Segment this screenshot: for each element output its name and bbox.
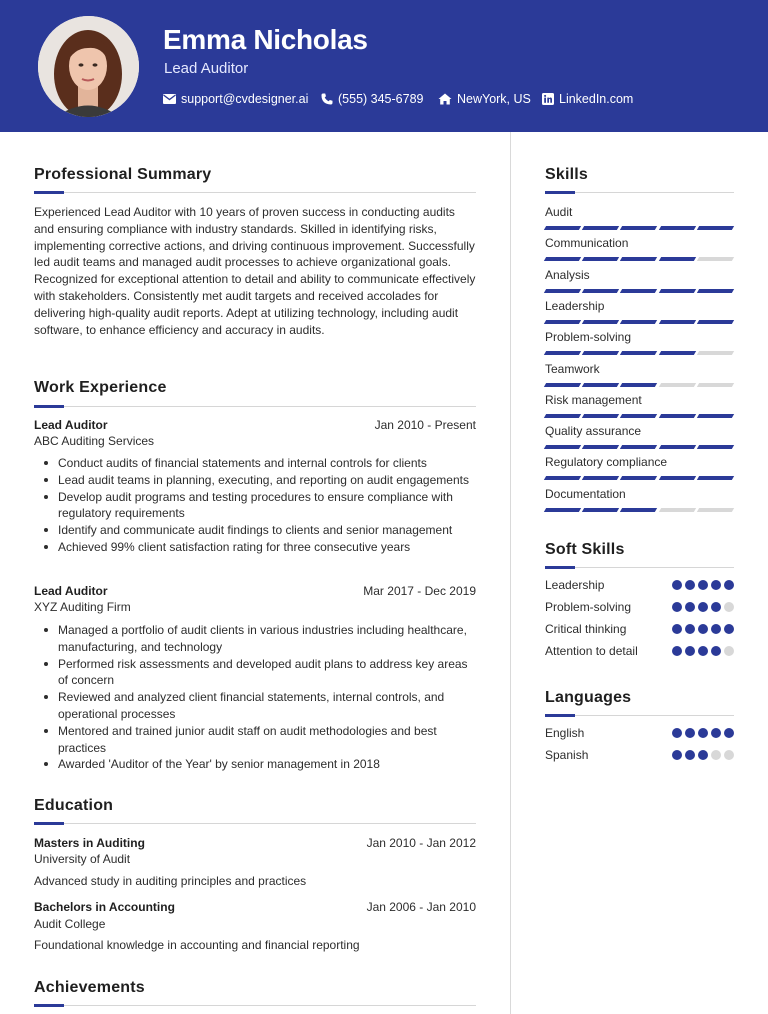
language-row: [545, 726, 734, 740]
job-bullet: Awarded 'Auditor of the Year' by senior management in 2018: [40, 756, 480, 773]
skill-level-segment: [544, 320, 582, 324]
rating-dot: [672, 624, 682, 634]
skill-level-segment: [658, 476, 696, 480]
job-bullet: Lead audit teams in planning, executing, and reporting on audit engagements: [40, 472, 480, 489]
languages-heading: Languages: [545, 689, 632, 706]
job-bullet: Achieved 99% client satisfaction rating for three consecutive years: [40, 539, 480, 556]
home-icon: [438, 93, 452, 105]
skill-level-segment: [582, 320, 620, 324]
skill-level-segment: [582, 383, 620, 387]
skill-level-segment: [582, 351, 620, 355]
soft-skill-rating: [672, 646, 734, 656]
degree-description: Advanced study in auditing principles and practices: [34, 874, 307, 888]
skill-name: Leadership: [545, 298, 605, 313]
skill-level-bar: [545, 289, 733, 293]
language-rating: [672, 750, 734, 760]
soft-skill-row: [545, 644, 734, 658]
soft-skills-heading: Soft Skills: [545, 541, 625, 558]
rating-dot: [698, 646, 708, 656]
skill-level-segment: [544, 351, 582, 355]
job-title: Lead Auditor: [34, 584, 108, 598]
skill-level-segment: [620, 351, 658, 355]
skill-level-segment: [697, 414, 735, 418]
rating-dot: [724, 602, 734, 612]
education-heading: Education: [34, 797, 114, 814]
degree-dates: Jan 2010 - Jan 2012: [366, 836, 476, 850]
skill-level-bar: [545, 508, 733, 512]
skill-name: Quality assurance: [545, 424, 642, 439]
envelope-icon: [163, 94, 176, 104]
skill-name: Teamwork: [545, 361, 600, 376]
skills-heading: Skills: [545, 166, 589, 183]
summary-heading: Professional Summary: [34, 166, 212, 183]
soft-skill-name: Leadership: [545, 578, 605, 592]
skill-level-segment: [620, 383, 658, 387]
skill-level-segment: [697, 508, 735, 512]
contact-email[interactable]: [163, 92, 308, 106]
contact-location: [438, 92, 531, 106]
skill-level-segment: [544, 414, 582, 418]
skill-name: Problem-solving: [545, 330, 632, 345]
contact-phone-text: (555) 345-6789: [338, 92, 424, 106]
skill-level-bar: [545, 445, 733, 449]
skill-level-segment: [697, 445, 735, 449]
skill-level-segment: [620, 508, 658, 512]
skill-level-segment: [697, 257, 735, 261]
job-title: Lead Auditor: [34, 418, 108, 432]
rating-dot: [711, 728, 721, 738]
skill-name: Documentation: [545, 486, 626, 501]
contact-email-text: support@cvdesigner.ai: [181, 92, 309, 106]
rating-dot: [685, 750, 695, 760]
skill-level-segment: [544, 257, 582, 261]
skill-level-segment: [620, 414, 658, 418]
skill-level-bar: [545, 383, 733, 387]
rating-dot: [724, 624, 734, 634]
rating-dot: [711, 646, 721, 656]
job-bullet: Performed risk assessments and developed audit plans to address key areas of concern: [40, 656, 480, 690]
skill-level-segment: [658, 383, 696, 387]
skill-level-segment: [582, 508, 620, 512]
job-dates: Mar 2017 - Dec 2019: [363, 584, 476, 598]
job-bullet: Reviewed and analyzed client financial statements, internal controls, and operational processes: [40, 689, 480, 723]
phone-icon: [321, 93, 333, 105]
profile-photo: [38, 16, 139, 117]
skill-level-segment: [582, 226, 620, 230]
soft-skill-name: Critical thinking: [545, 622, 627, 636]
rating-dot: [724, 750, 734, 760]
degree-title: Bachelors in Accounting: [34, 900, 175, 914]
contact-location-text: NewYork, US: [457, 92, 531, 106]
rating-dot: [711, 750, 721, 760]
skill-level-segment: [544, 226, 582, 230]
job-company: XYZ Auditing Firm: [34, 600, 131, 614]
school-name: Audit College: [34, 917, 106, 931]
achievements-rule: [34, 1005, 476, 1006]
skill-level-segment: [658, 226, 696, 230]
skill-level-bar: [545, 351, 733, 355]
experience-accent: [34, 405, 64, 408]
skill-level-segment: [582, 414, 620, 418]
languages-accent: [545, 714, 575, 717]
rating-dot: [724, 580, 734, 590]
job-dates: Jan 2010 - Present: [374, 418, 476, 432]
job-bullets: [40, 455, 480, 556]
rating-dot: [672, 646, 682, 656]
candidate-name: Emma Nicholas: [163, 24, 368, 55]
skill-name: Communication: [545, 236, 629, 251]
rating-dot: [698, 728, 708, 738]
skill-level-segment: [620, 289, 658, 293]
job-bullets: [40, 622, 480, 773]
skill-level-segment: [697, 351, 735, 355]
degree-description: Foundational knowledge in accounting and financial reporting: [34, 938, 360, 952]
skill-level-segment: [620, 445, 658, 449]
soft-skills-accent: [545, 566, 575, 569]
skill-level-segment: [658, 351, 696, 355]
rating-dot: [724, 728, 734, 738]
education-accent: [34, 822, 64, 825]
skills-accent: [545, 191, 575, 194]
rating-dot: [698, 580, 708, 590]
skill-level-segment: [544, 289, 582, 293]
skill-level-segment: [544, 445, 582, 449]
rating-dot: [672, 728, 682, 738]
skill-name: Analysis: [545, 267, 590, 282]
rating-dot: [711, 602, 721, 612]
degree-dates: Jan 2006 - Jan 2010: [366, 900, 476, 914]
skill-level-segment: [544, 508, 582, 512]
contact-phone[interactable]: [321, 92, 423, 106]
job-bullet: Mentored and trained junior audit staff on audit methodologies and best practices: [40, 723, 480, 757]
contact-linkedin[interactable]: [542, 92, 633, 106]
soft-skill-rating: [672, 624, 734, 634]
skill-level-segment: [582, 289, 620, 293]
skill-level-segment: [544, 476, 582, 480]
language-name: English: [545, 726, 585, 740]
rating-dot: [685, 602, 695, 612]
contact-linkedin-text: LinkedIn.com: [559, 92, 634, 106]
rating-dot: [711, 580, 721, 590]
summary-accent: [34, 191, 64, 194]
soft-skill-rating: [672, 602, 734, 612]
skill-level-segment: [697, 289, 735, 293]
skill-level-segment: [658, 289, 696, 293]
job-company: ABC Auditing Services: [34, 434, 155, 448]
skill-level-segment: [620, 226, 658, 230]
school-name: University of Audit: [34, 852, 131, 866]
rating-dot: [685, 646, 695, 656]
soft-skill-row: [545, 578, 734, 592]
soft-skill-rating: [672, 580, 734, 590]
candidate-role: Lead Auditor: [164, 60, 249, 77]
language-rating: [672, 728, 734, 738]
skill-level-segment: [697, 226, 735, 230]
linkedin-icon: [542, 93, 554, 105]
language-row: [545, 748, 734, 762]
achievements-heading: Achievements: [34, 979, 145, 996]
rating-dot: [698, 624, 708, 634]
skill-level-bar: [545, 226, 733, 230]
experience-rule: [34, 406, 476, 407]
soft-skill-row: [545, 622, 734, 636]
job-bullet: Conduct audits of financial statements and internal controls for clients: [40, 455, 480, 472]
skill-level-segment: [697, 476, 735, 480]
rating-dot: [685, 580, 695, 590]
rating-dot: [685, 624, 695, 634]
job-bullet: Identify and communicate audit findings to clients and senior management: [40, 522, 480, 539]
soft-skill-name: Problem-solving: [545, 600, 632, 614]
skill-level-bar: [545, 257, 733, 261]
skill-level-segment: [658, 508, 696, 512]
experience-heading: Work Experience: [34, 379, 167, 396]
skill-level-bar: [545, 476, 733, 480]
soft-skill-row: [545, 600, 734, 614]
skill-level-segment: [658, 445, 696, 449]
job-bullet: Managed a portfolio of audit clients in various industries including healthcare, manufacturing, and technology: [40, 622, 480, 656]
rating-dot: [685, 728, 695, 738]
skill-level-segment: [582, 476, 620, 480]
rating-dot: [724, 646, 734, 656]
skill-level-segment: [544, 383, 582, 387]
skill-name: Regulatory compliance: [545, 455, 668, 470]
skill-level-segment: [620, 476, 658, 480]
rating-dot: [672, 580, 682, 590]
skill-name: Risk management: [545, 392, 642, 407]
skill-level-segment: [658, 320, 696, 324]
skill-name: Audit: [545, 205, 573, 219]
education-rule: [34, 823, 476, 824]
job-bullet: Develop audit programs and testing procedures to ensure compliance with regulatory requirements: [40, 489, 480, 523]
skill-level-segment: [582, 445, 620, 449]
skill-level-segment: [697, 383, 735, 387]
degree-title: Masters in Auditing: [34, 836, 145, 850]
summary-text: Experienced Lead Auditor with 10 years of proven success in conducting audits and ensuring compliance with industry standards. Skilled in identifying risks, implementing corrective actions, and driving continuous improvement. Successfully led audit teams and managed audit processes to achieve organizational goals. Recognized for exceptional attention to detail and ability to communicate effectively with stakeholders. Consistently met audit targets and received accolades for delivering high-quality audit reports. Adept at utilizing technology, including audit software, to enhance efficiency and accuracy in audits.: [34, 205, 476, 337]
rating-dot: [698, 602, 708, 612]
skill-level-segment: [620, 320, 658, 324]
resume-header: [0, 0, 768, 132]
skill-level-segment: [697, 320, 735, 324]
rating-dot: [711, 624, 721, 634]
skill-level-segment: [658, 414, 696, 418]
skill-level-segment: [620, 257, 658, 261]
skill-level-segment: [658, 257, 696, 261]
skill-level-segment: [582, 257, 620, 261]
summary-rule: [34, 192, 476, 193]
skill-level-bar: [545, 414, 733, 418]
rating-dot: [672, 750, 682, 760]
rating-dot: [698, 750, 708, 760]
column-divider: [510, 132, 511, 1014]
achievements-accent: [34, 1004, 64, 1007]
soft-skill-name: Attention to detail: [545, 644, 638, 658]
skill-level-bar: [545, 320, 733, 324]
rating-dot: [672, 602, 682, 612]
language-name: Spanish: [545, 748, 589, 762]
